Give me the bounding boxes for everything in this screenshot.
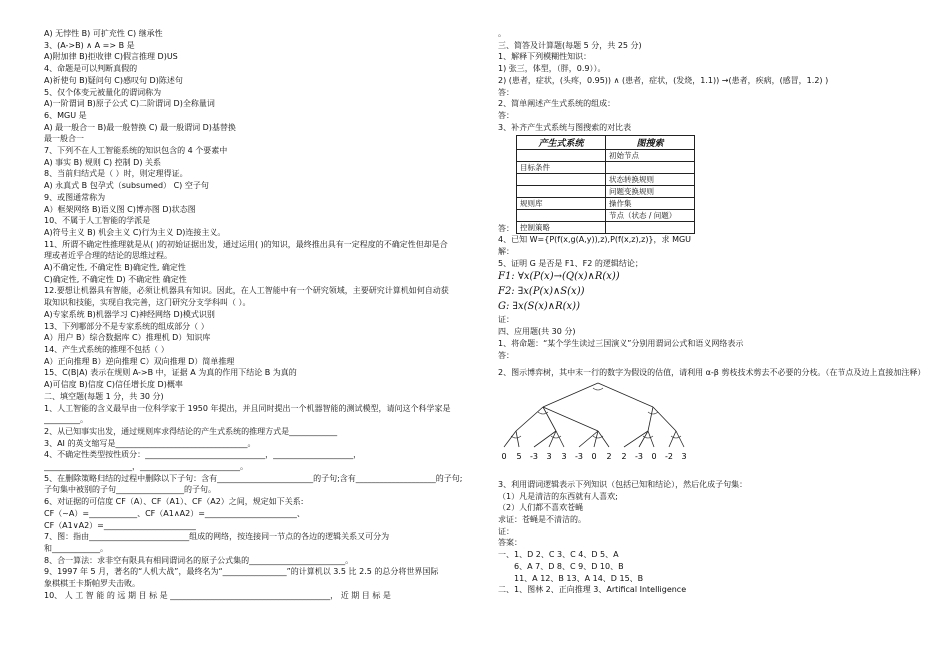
right-text-line: 1) 张三，体型，（胖，0.9））。 (498, 64, 606, 74)
table-row: 问题变换规则 (517, 186, 695, 198)
left-text-line: A) 最一般合一 B)最一般替换 C) 最一般谓词 D)基替换 (44, 122, 236, 132)
game-tree-diagram (498, 379, 698, 479)
left-text-line: 15、C(B|A) 表示在规则 A->B 中，证据 A 为真的作用下结论 B 为真的 (44, 368, 297, 378)
left-text-line: 3、(A->B) ∧ A => B 是 (44, 40, 135, 50)
right-text-line: 3、利用谓词逻辑表示下列知识（包括已知和结论），然后化成子句集： (498, 479, 748, 489)
game-tree-question: 2、图示博弈树，其中末一行的数字为假设的估值，请利用 α-β 剪枝技术剪去不必要的分枝。（在节点及边上直接加注释） (498, 368, 926, 378)
tree-edge (579, 431, 598, 447)
tree-edge (624, 431, 648, 447)
left-text-line: A)专家系统 B)机器学习 C)神经网络 D)模式识别 (44, 309, 215, 319)
tree-leaf-value: -3 (530, 451, 538, 461)
left-text-line: 11、所谓不确定性推理就是从( )的初始证据出发，通过运用( )的知识，最终推出具有一定程度的不确定性但却是合 (44, 239, 448, 249)
left-text-line: A)符号主义 B) 机会主义 C)行为主义 D)连接主义。 (44, 227, 226, 237)
table-row: 控制策略 (517, 222, 695, 234)
left-text-line: A)祈使句 B)疑问句 C)感叹句 D)陈述句 (44, 75, 183, 85)
left-text-line: A)可信度 B)信度 C)信任增长度 D)概率 (44, 380, 183, 390)
left-text-line: CF（A1∨A2）=_______________________ (44, 520, 196, 530)
tree-leaf-value: 5 (516, 451, 522, 461)
table-header-production: 产生式系统 (517, 136, 606, 150)
left-text-line: 5、在删除策略归结的过程中删除以下子句：含有________________________的子句;含有____________________的子句; (44, 473, 463, 483)
tree-edge (504, 431, 516, 447)
tree-leaf-value: -3 (635, 451, 643, 461)
right-text-line: （1）凡是清洁的东西就有人喜欢; (498, 491, 618, 501)
left-text-line: 9、或图通常称为 (44, 192, 106, 202)
tree-leaf-value: 2 (606, 451, 612, 461)
left-text-line: A) 无悖性 B) 可扩充性 C) 继承性 (44, 29, 163, 38)
left-text-line: 14、产生式系统的推理不包括（ ） (44, 344, 169, 354)
left-text-line: 8、当前归结式是（ ）时，则定理得证。 (44, 169, 188, 179)
right-text-line: 3、补齐产生式系统与图搜索的对比表 (498, 122, 632, 132)
left-text-line: A）正向推理 B）逆向推理 C）双向推理 D）简单推理 (44, 356, 235, 366)
left-text-line: 4、命题是可以判断真假的 (44, 64, 138, 74)
right-text-line: 。 (498, 29, 506, 38)
right-text-line: 2) (患者，症状，(头疼，0.95)) ∧ (患者，症状，(发烧，1.1)) →(患者，疾病，(感冒，1.2) ) (498, 75, 829, 85)
right-text-line: 5、证明 G 是否是 F1、F2 的逻辑结论； (498, 258, 643, 268)
tree-leaf-value: 0 (501, 451, 507, 461)
right-text-line: 解： (498, 247, 514, 257)
left-text-line: 8、合一算法：求非空有限具有相同谓词名的原子公式集的________________________。 (44, 555, 354, 565)
formula-g: G: ∃x(S(x)∧R(x)) (498, 301, 580, 313)
right-text-line: 6、A 7、D 8、C 9、D 10、B (514, 561, 624, 571)
short-answer-section (498, 28, 928, 133)
right-text-line: （2）人们都不喜欢苍蝇 (498, 503, 584, 513)
right-text-line: 1、解释下列模糊性知识： (498, 52, 592, 62)
table-row: 节点（状态 / 问题） (517, 210, 695, 222)
formula-f2: F2: ∃x(P(x)∧S(x)) (498, 286, 585, 298)
left-text-line: 13、下列哪部分不是专家系统的组成部分（ ） (44, 321, 209, 331)
table-row: 目标条件 (517, 162, 695, 174)
tree-leaf-value: -3 (575, 451, 583, 461)
left-text-line: A)一阶谓词 B)原子公式 C)二阶谓词 D)全称量词 (44, 99, 215, 109)
tree-edge (543, 383, 598, 407)
application-section (498, 314, 928, 361)
table-row: 规则库 操作集 (517, 198, 695, 210)
left-text-line: 12.要想让机器具有智能，必须让机器具有知识。因此，在人工智能中有一个研究领域，主要研究计算机如何自动获 (44, 286, 449, 296)
left-text-line: 5、仅个体变元被量化的谓词称为 (44, 87, 162, 97)
tree-leaf-value: 0 (591, 451, 597, 461)
left-text-line: A)附加律 B)拒收律 C)假言推理 D)US (44, 52, 178, 62)
mgu-question (498, 234, 928, 269)
tree-edge (543, 407, 598, 431)
left-text-line: 象棋棋王卡斯帕罗夫击败。 (44, 579, 140, 589)
left-text-line: 6、对证据的可信度 CF（A）、CF（A1）、CF（A2）之间，规定如下关系: (44, 497, 304, 507)
tree-leaf-value: 3 (561, 451, 567, 461)
left-text-line: 二、填空题(每题 1 分，共 30 分) (44, 391, 164, 401)
left-text-line: _________。 (44, 415, 88, 425)
left-text-line: A）框架网络 B)语义图 C)博亦图 D)状态图 (44, 204, 196, 214)
tree-leaf-value: 3 (546, 451, 552, 461)
right-text-line: 一、1、D 2、C 3、C 4、D 5、A (498, 550, 619, 560)
left-text-line: CF（~A）=____________、CF（A1∧A2）=_______________________、 (44, 508, 305, 518)
right-text-line: 11、A 12、B 13、A 14、D 15、B (514, 573, 644, 583)
table-answer-label: 答： (498, 223, 514, 233)
tree-edge (653, 407, 676, 431)
tree-edge (648, 407, 653, 431)
comparison-table-block (498, 135, 928, 234)
right-text-line: 答案： (498, 538, 522, 548)
left-column (44, 28, 476, 601)
comparison-table (516, 135, 695, 234)
tree-node-arc (648, 412, 658, 414)
tree-leaf-value: 0 (651, 451, 657, 461)
left-text-line: 10、 人 工 智 能 的 远 期 目 标 是 ________________________________________， 近 期 目 标 是 (44, 590, 391, 600)
tree-leaf-value: 2 (621, 451, 627, 461)
right-text-line: 2、简单阐述产生式系统的组成： (498, 99, 616, 109)
left-text-line: ______________________，_________________________。 (44, 462, 248, 472)
left-text-line: C)确定性, 不确定性 D) 不确定性 确定性 (44, 274, 187, 284)
tree-edge (648, 431, 654, 447)
left-text-line: 1、人工智能的含义最早由一位科学家于 1950 年提出，并且同时提出一个机器智能的测试模型，请问这个科学家是 (44, 403, 451, 413)
tree-edge (669, 431, 676, 447)
right-text-line: 三、简答及计算题(每题 5 分，共 25 分) (498, 40, 642, 50)
table-row: 初始节点 (517, 150, 695, 162)
tree-edge (639, 431, 648, 447)
tree-leaf-value: 3 (681, 451, 687, 461)
left-text-line: 最一般合一 (44, 134, 84, 144)
left-text-line: A)不确定性, 不确定性 B)确定性, 确定性 (44, 263, 186, 273)
left-text-line: 7、下列不在人工智能系统的知识包含的 4 个要素中 (44, 146, 228, 156)
left-text-line: 子句集中被别的子句_________________的子句。 (44, 485, 216, 495)
tree-edge (598, 383, 653, 407)
tree-node-arc (593, 388, 603, 390)
right-text-line: 答： (498, 350, 514, 360)
formula-f1: F1: ∀x(P(x)→(Q(x)∧R(x)) (498, 271, 620, 283)
right-text-line: 二、1、图林 2、正向推理 3、Artifical Intelligence (498, 585, 687, 595)
left-text-line: 3、AI 的英文缩写是_________________________________。 (44, 438, 256, 448)
tree-edge (598, 431, 609, 447)
right-text-line: 求证：苍蝇是不清洁的。 (498, 515, 586, 525)
left-text-line: 2、从已知事实出发，通过规则库求得结论的产生式系统的推理方式是____________ (44, 426, 338, 436)
left-text-line: 10、不属于人工智能的学派是 (44, 216, 151, 226)
right-column (498, 28, 928, 596)
left-text-line: A) 事实 B) 规则 C) 控制 D) 关系 (44, 157, 161, 167)
left-text-line: A）用户 B）综合数据库 C）推理机 D）知识库 (44, 333, 211, 343)
right-text-line: 1、将命题：“某个学生读过三国演义”分别用谓词公式和语义网络表示 (498, 338, 744, 348)
left-text-line: 取知识和技能，实现自我完善，这门研究分支学科叫（ ）。 (44, 298, 251, 308)
tree-edge (516, 431, 519, 447)
left-text-line: 7、图：指由_________________________组成的网络，按连接同一节点的各边的逻辑关系又可分为 (44, 532, 390, 542)
right-text-line: 答： (498, 87, 514, 97)
right-text-line: 四、应用题(共 30 分) (498, 327, 576, 337)
tree-edge (676, 431, 684, 447)
left-text-line: 9、1997 年 5 月，著名的“人机大战”，最终名为“________________”的计算机以 3.5 比 2.5 的总分将世界国际 (44, 567, 439, 577)
right-text-line: 证： (498, 315, 514, 325)
tree-edge (556, 431, 564, 447)
left-text-line: 6、MGU 是 (44, 110, 87, 120)
right-text-line: 答： (498, 110, 514, 120)
right-text-line: 4、已知 W={P(f(x,g(A,y)),z),P(f(x,z),z)}，求 MGU (498, 235, 692, 245)
tree-leaf-value: -2 (665, 451, 673, 461)
table-header-graph-search: 图搜索 (606, 136, 695, 150)
left-text-line: 理或者近乎合理的结论的思维过程。 (44, 251, 172, 261)
left-text-line: A) 永真式 B 包孕式（subsumed） C) 空子句 (44, 181, 209, 191)
right-text-line: 证： (498, 526, 514, 536)
left-text-line: 4、不确定性类型按性质分：______________________________，____________________， (44, 450, 362, 460)
answers-section (498, 479, 928, 596)
left-text-line: 和____________。 (44, 543, 108, 553)
tree-edge (543, 407, 556, 431)
tree-edge (516, 407, 543, 431)
table-row: 状态转换规则 (517, 174, 695, 186)
